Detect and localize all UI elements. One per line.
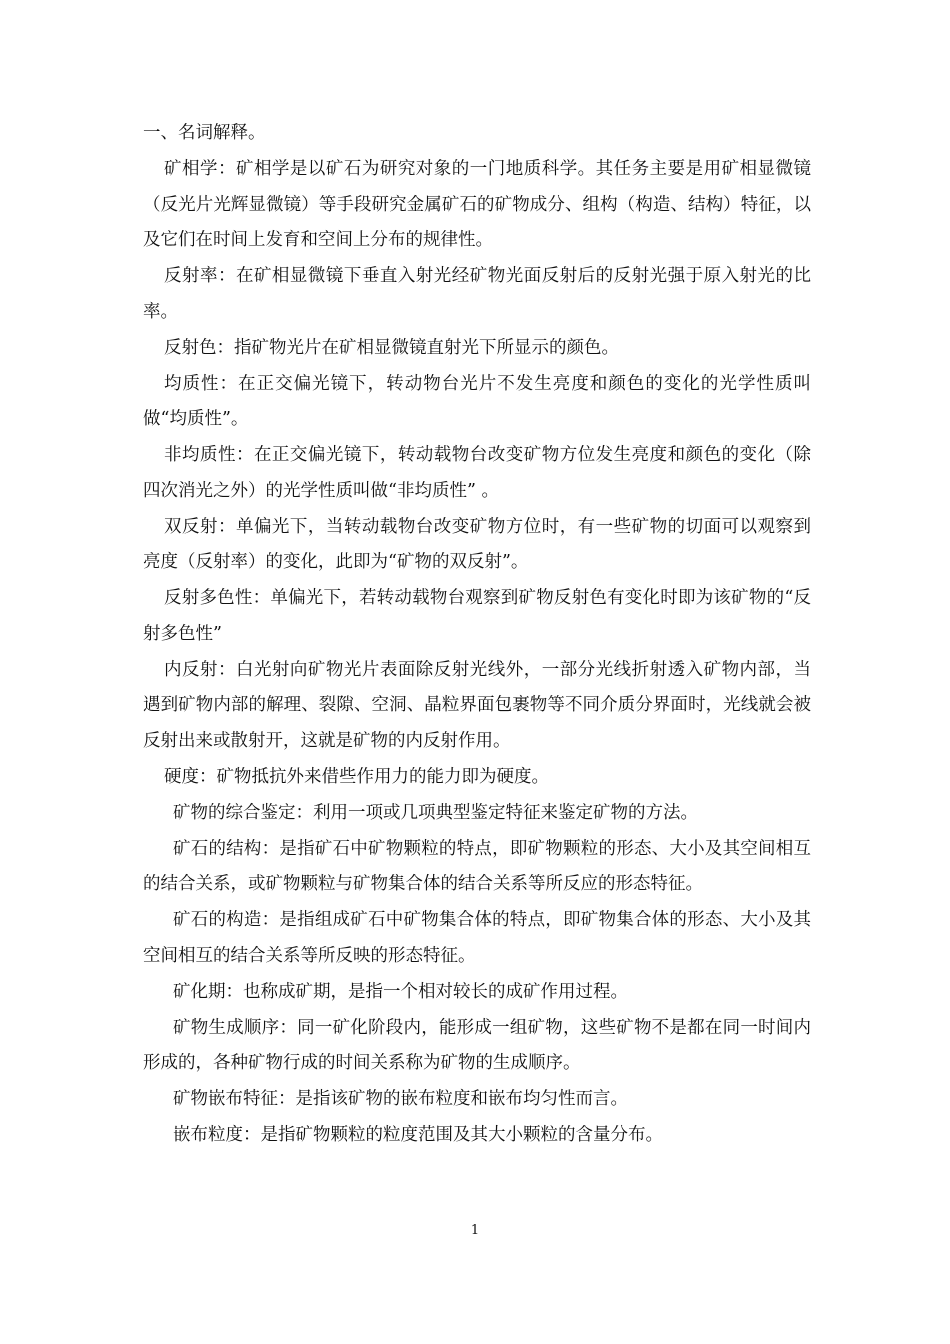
entry-term: 矿物生成顺序： xyxy=(173,1017,298,1038)
entry-term: 均质性： xyxy=(164,373,239,394)
entry-definition: 矿相学是以矿石为研究对象的一门地质科学。其任务主要是用矿相显微镜（反光片光辉显微镜）等手段研究金属矿石的矿物成分、组构（构造、结构）特征，以及它们在时间上发育和空间上分布的规律性。 xyxy=(143,159,812,250)
entry-definition: 是指组成矿石中矿物集合体的特点，即矿物集合体的形态、大小及其空间相互的结合关系等所反映的形态特征。 xyxy=(143,910,812,966)
entry-definition: 单偏光下，当转动载物台改变矿物方位时，有一些矿物的切面可以观察到亮度（反射率）的变化，此即为“矿物的双反射”。 xyxy=(143,516,812,572)
entry-term: 内反射： xyxy=(164,659,236,680)
entry-term: 矿化期： xyxy=(173,981,243,1002)
entry-dissemination-grain-size xyxy=(143,1118,811,1154)
document-body xyxy=(143,114,811,1154)
entry-definition: 利用一项或几项典型鉴定特征来鉴定矿物的方法。 xyxy=(313,802,698,823)
entry-definition: 在正交偏光镜下，转动载物台改变矿物方位发生亮度和颜色的变化（除四次消光之外）的光学性质叫做“非均质性” 。 xyxy=(143,445,812,501)
entry-definition: 单偏光下，若转动载物台观察到矿物反射色有变化时即为该矿物的“反射多色性” xyxy=(143,588,811,644)
entry-dissemination-characteristics xyxy=(143,1082,811,1118)
entry-term: 矿物的综合鉴定： xyxy=(173,802,313,823)
entry-term: 嵌布粒度： xyxy=(173,1125,261,1145)
entry-definition: 是指矿石中矿物颗粒的特点，即矿物颗粒的形态、大小及其空间相互的结合关系，或矿物颗粒与矿物集合体的结合关系等所反应的形态特征。 xyxy=(143,838,812,894)
entry-definition: 也称成矿期，是指一个相对较长的成矿作用过程。 xyxy=(243,981,628,1002)
entry-reflection-color xyxy=(143,331,811,367)
entry-mineragraphy xyxy=(143,152,811,259)
entry-definition: 矿物抵抗外来借些作用力的能力即为硬度。 xyxy=(216,766,549,787)
section-heading: 一、名词解释。 xyxy=(143,123,266,143)
entry-term: 矿相学： xyxy=(164,159,236,179)
entry-term: 矿物嵌布特征： xyxy=(173,1089,296,1109)
entry-paragenetic-sequence xyxy=(143,1011,811,1082)
entry-anisotropy xyxy=(143,438,811,509)
entry-mineralization-period xyxy=(143,975,811,1011)
entry-ore-structure xyxy=(143,903,811,974)
entry-term: 反射率： xyxy=(164,266,236,286)
entry-definition: 在正交偏光镜下，转动物台光片不发生亮度和颜色的变化的光学性质叫做“均质性”。 xyxy=(143,373,812,429)
entry-term: 反射多色性： xyxy=(164,588,271,608)
entry-hardness xyxy=(143,760,811,796)
entry-definition: 白光射向矿物光片表面除反射光线外，一部分光线折射透入矿物内部，当遇到矿物内部的解理、裂隙、空洞、晶粒界面包裹物等不同介质分界面时，光线就会被反射出来或散射开，这就是矿物的内反射作用。 xyxy=(143,659,812,751)
entry-isotropy xyxy=(143,367,811,438)
entry-reflectance xyxy=(143,259,811,330)
entry-definition: 指矿物光片在矿相显微镜直射光下所显示的颜色。 xyxy=(234,337,619,358)
page-number: 1 xyxy=(470,1223,480,1238)
entry-term: 矿石的结构： xyxy=(173,838,280,859)
entry-term: 双反射： xyxy=(164,516,236,537)
entry-term: 反射色： xyxy=(164,337,234,358)
entry-term: 硬度： xyxy=(164,766,217,787)
entry-bireflectance xyxy=(143,510,811,581)
entry-definition: 同一矿化阶段内，能形成一组矿物，这些矿物不是都在同一时间内形成的，各种矿物行成的时间关系称为矿物的生成顺序。 xyxy=(143,1017,812,1073)
entry-term: 矿石的构造： xyxy=(173,910,280,930)
entry-definition: 在矿相显微镜下垂直入射光经矿物光面反射后的反射光强于原入射光的比率。 xyxy=(143,266,812,322)
entry-reflection-pleochroism xyxy=(143,581,811,652)
entry-term: 非均质性： xyxy=(164,445,254,465)
entry-definition: 是指该矿物的嵌布粒度和嵌布均匀性而言。 xyxy=(295,1089,628,1109)
entry-definition: 是指矿物颗粒的粒度范围及其大小颗粒的含量分布。 xyxy=(260,1125,663,1145)
entry-comprehensive-identification xyxy=(143,796,811,832)
entry-ore-texture xyxy=(143,832,811,903)
entry-internal-reflection xyxy=(143,653,811,760)
